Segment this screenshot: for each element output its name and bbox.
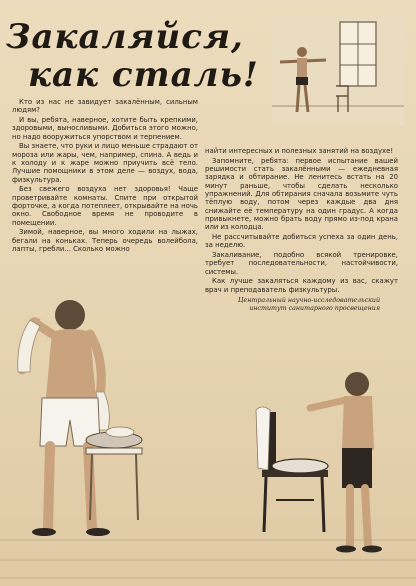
title-line-2: как сталь! — [28, 55, 259, 95]
paragraph: И вы, ребята, наверное, хотите быть крепкими, здоровыми, выносливыми. Добиться этого можно, но надо вооружиться упорством и терпением. — [12, 116, 198, 141]
paragraph: Не рассчитывайте добиться успеха за один день, за неделю. — [205, 232, 398, 250]
page-title — [6, 18, 271, 94]
signature-line-2: институт санитарного просвещения — [249, 304, 380, 312]
paragraph: Зимой, наверное, вы много ходили на лыжах, бегали на коньках. Теперь очередь волейбола, лапты, гребли... Сколько можно — [12, 228, 198, 254]
right-text-column — [205, 147, 398, 312]
paragraph: Запомните, ребята: первое испытание вашей решимости стать закалёнными — ежедневная зарядка и обтирание. Не ленитесь встать на 20 минут раньше, чтобы сделать несколько упражнений. Для обтирания сначала возьмите чуть тёплую воду, потом через каждые два дня снижайте её температуру на один градус. А когда привыкнете, можно брать воду прямо из-под крана или из колодца. — [205, 156, 398, 232]
paragraph: найти интересных и полезных занятий на воздухе! — [205, 147, 394, 155]
paragraph: Кто из нас не завидует закалённым, сильным людям? — [12, 98, 198, 115]
left-text-column — [12, 98, 198, 255]
paragraph: Вы знаете, что руки и лицо меньше страдают от мороза или жары, чем, например, спина. А ведь и к холоду и к жаре можно приучить всё тело. Лучшие помощники в этом деле — воздух, вода, физкультура. — [12, 142, 198, 184]
paragraph: Закаливание, подобно всякой тренировке, требует последовательности, настойчивости, системы. — [205, 251, 398, 276]
signature-line-1: Центральный научно-исследовательский — [237, 297, 380, 305]
paragraph: Как лучше закаляться каждому из вас, скажут врач и преподаватель физкультуры. — [205, 277, 398, 294]
signature — [205, 297, 398, 312]
boy-with-towel-illustration — [18, 300, 142, 536]
boy-exercising-window-illustration — [272, 16, 404, 126]
boy-with-basin-illustration — [256, 372, 382, 553]
title-line-1: Закаляйся, — [6, 17, 244, 57]
paragraph: Без свежего воздуха нет здоровья! Чаще проветривайте комнаты. Спите при открытой форточке, а когда потеплеет, открывайте на ночь окно. Свободное время не проводите в помещении. — [12, 185, 198, 227]
